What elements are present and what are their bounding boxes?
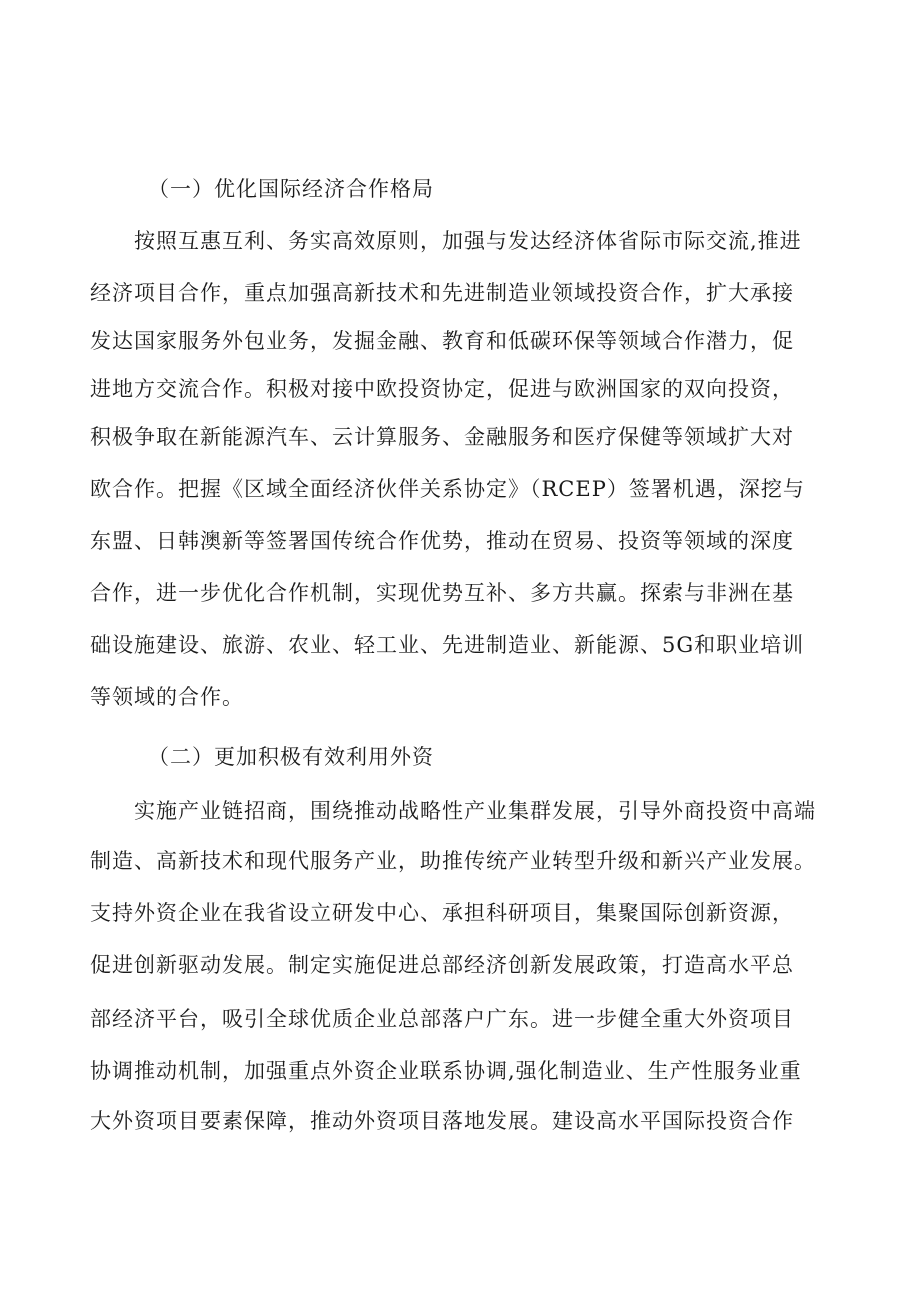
section-heading: （一）优化国际经济合作格局 [148,177,434,201]
paragraph-line: 协调推动机制，加强重点外资企业联系协调,强化制造业、生产性服务业重 [90,1059,802,1083]
paragraph-line: 大外资项目要素保障，推动外资项目落地发展。建设高水平国际投资合作 [90,1109,794,1133]
paragraph-line: 实施产业链招商，围绕推动战略性产业集群发展，引导外商投资中高端 [134,799,816,823]
paragraph-line: 合作，进一步优化合作机制，实现优势互补、多方共赢。探索与非洲在基 [90,581,794,605]
paragraph-line: 东盟、日韩澳新等签署国传统合作优势，推动在贸易、投资等领域的深度 [90,529,794,553]
paragraph-line: 支持外资企业在我省设立研发中心、承担科研项目，集聚国际创新资源， [90,901,794,925]
paragraph-line: 促进创新驱动发展。制定实施促进总部经济创新发展政策，打造高水平总 [90,953,794,977]
paragraph-line: 等领域的合作。 [90,685,244,709]
paragraph-line: 制造、高新技术和现代服务产业，助推传统产业转型升级和新兴产业发展。 [90,849,816,873]
paragraph-line: 经济项目合作，重点加强高新技术和先进制造业领域投资合作，扩大承接 [90,281,794,305]
paragraph-line: 部经济平台，吸引全球优质企业总部落户广东。进一步健全重大外资项目 [90,1007,794,1031]
paragraph-line: 进地方交流合作。积极对接中欧投资协定，促进与欧洲国家的双向投资， [90,377,794,401]
paragraph-line: 欧合作。把握《区域全面经济伙伴关系协定》（RCEP）签署机遇，深挖与 [90,477,805,501]
paragraph-line: 按照互惠互利、务实高效原则，加强与发达经济体省际市际交流,推进 [134,229,802,253]
paragraph-line: 积极争取在新能源汽车、云计算服务、金融服务和医疗保健等领域扩大对 [90,425,794,449]
paragraph-line: 发达国家服务外包业务，发掘金融、教育和低碳环保等领域合作潜力，促 [90,329,794,353]
section-heading: （二）更加积极有效利用外资 [148,745,434,769]
paragraph-line: 础设施建设、旅游、农业、轻工业、先进制造业、新能源、5G和职业培训 [90,633,805,657]
